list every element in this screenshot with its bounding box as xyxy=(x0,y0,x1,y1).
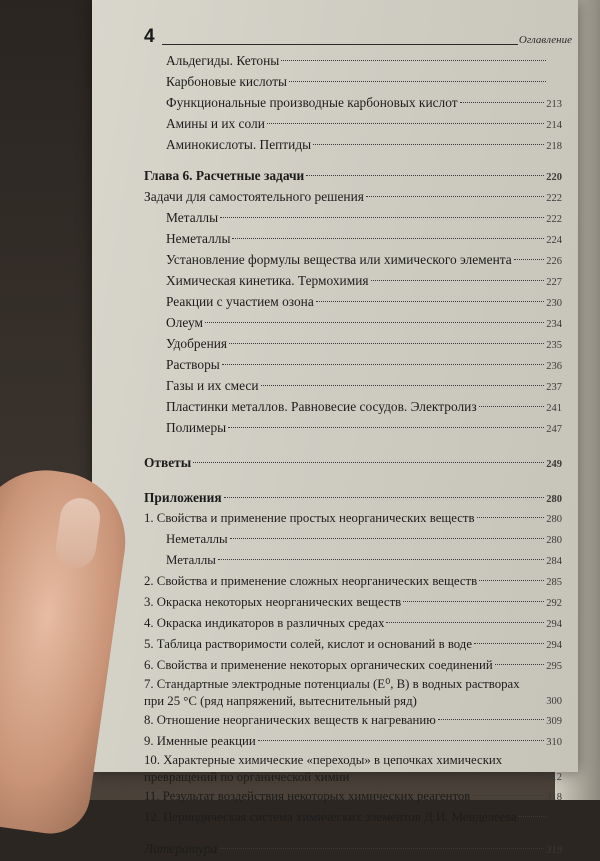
toc-entry xyxy=(144,270,562,291)
toc-page-number: 247 xyxy=(546,424,562,435)
toc-page-number: 222 xyxy=(546,193,562,204)
toc-entry xyxy=(144,417,562,438)
toc-entry xyxy=(144,613,562,634)
toc-entry-label: Неметаллы xyxy=(166,532,228,546)
toc-entry-label: Амины и их соли xyxy=(166,116,265,131)
toc-page-number: 222 xyxy=(546,214,562,225)
appendix-list xyxy=(144,571,562,676)
toc-page-number: 310 xyxy=(546,737,562,748)
toc-entry-label: Карбоновые кислоты xyxy=(166,74,288,89)
toc-entry-label: Металлы xyxy=(166,210,219,225)
toc-entry-label: 8. Отношение неорганических веществ к нагреванию xyxy=(144,713,436,727)
toc-entry-label: Ответы xyxy=(144,455,192,470)
toc-page-number: 280 xyxy=(546,494,562,505)
toc-entry-literature xyxy=(144,838,562,859)
toc-entry-label: Неметаллы xyxy=(166,231,231,246)
leader-dots xyxy=(193,462,544,463)
leader-dots xyxy=(316,301,544,302)
toc-entry-answers xyxy=(144,452,562,473)
leader-dots xyxy=(281,60,546,61)
leader-dots xyxy=(403,601,544,602)
appendix-list-b xyxy=(144,710,562,752)
toc-entry-label xyxy=(144,752,546,786)
table-of-contents xyxy=(144,50,562,859)
toc-entry xyxy=(144,550,562,571)
toc-page-number: 280 xyxy=(546,535,562,546)
leader-dots xyxy=(258,740,545,741)
toc-entry xyxy=(144,571,562,592)
toc-entry-label: 12. Периодическая система химических элементов Д.И. Менделеева xyxy=(144,810,517,824)
toc-entry-line: 7. Стандартные электродные потенциалы (E⁰, В) в водных растворах xyxy=(144,677,520,691)
leader-dots xyxy=(477,517,545,518)
toc-entry-label xyxy=(144,676,546,710)
toc-page-number: 295 xyxy=(546,661,562,672)
leader-dots xyxy=(479,406,545,407)
toc-page-number: 318 xyxy=(546,792,562,803)
toc-entry xyxy=(144,291,562,312)
toc-entry xyxy=(144,634,562,655)
toc-entry-appendices xyxy=(144,487,562,508)
toc-entry xyxy=(144,375,562,396)
toc-entry-label: 2. Свойства и применение сложных неорганических веществ xyxy=(144,574,478,588)
appendix-list-c xyxy=(144,786,562,828)
leader-dots xyxy=(313,144,544,145)
leader-dots xyxy=(229,343,544,344)
toc-entry xyxy=(144,529,562,550)
toc-entry xyxy=(144,333,562,354)
toc-entry-label: Функциональные производные карбоновых кислот xyxy=(166,95,458,110)
toc-entry-line: 10. Характерные химические «переходы» в цепочках химических xyxy=(144,753,503,767)
toc-entry-label: Альдегиды. Кетоны xyxy=(166,53,280,68)
toc-page-number: 284 xyxy=(546,556,562,567)
toc-entry xyxy=(144,113,562,134)
toc-entry xyxy=(144,592,562,613)
appendix-1-list xyxy=(144,529,562,571)
book-page xyxy=(92,0,578,856)
leader-dots xyxy=(289,81,546,82)
toc-entry xyxy=(144,134,562,155)
toc-entry-self-study xyxy=(144,186,562,207)
toc-page-number: 294 xyxy=(546,619,562,630)
page-header xyxy=(144,26,572,50)
leader-dots xyxy=(205,322,544,323)
toc-entry-label: Приложения xyxy=(144,490,222,505)
leader-dots xyxy=(519,816,546,817)
leader-dots xyxy=(479,580,544,581)
toc-entry xyxy=(144,92,562,113)
toc-entry-label: Удобрения xyxy=(166,336,228,351)
toc-page-number: 312 xyxy=(546,772,562,783)
toc-page-number: 280 xyxy=(546,514,562,525)
toc-entry xyxy=(144,807,562,828)
toc-entry-label: Задачи для самостоятельного решения xyxy=(144,189,364,204)
leader-dots xyxy=(232,238,544,239)
toc-entry xyxy=(144,655,562,676)
leader-dots xyxy=(514,259,545,260)
toc-page-number: 235 xyxy=(546,340,562,351)
toc-entry-label: Полимеры xyxy=(166,420,227,435)
toc-entry xyxy=(144,396,562,417)
leader-dots xyxy=(386,622,544,623)
toc-page-number: 237 xyxy=(546,382,562,393)
toc-page-number: 285 xyxy=(546,577,562,588)
leader-dots xyxy=(371,280,545,281)
leader-dots xyxy=(220,217,544,218)
toc-page-number: 227 xyxy=(546,277,562,288)
toc-entry-label: Металлы xyxy=(166,553,216,567)
toc-page-number: 220 xyxy=(546,172,562,183)
toc-entry-label: 11. Результат воздействия некоторых химических реагентов xyxy=(144,789,471,803)
toc-entry xyxy=(144,354,562,375)
toc-page-number: 218 xyxy=(546,141,562,152)
toc-entry-chapter6 xyxy=(144,165,562,186)
toc-entry xyxy=(144,50,562,71)
leader-dots xyxy=(267,123,544,124)
leader-dots xyxy=(366,196,544,197)
self-study-list xyxy=(144,207,562,438)
toc-entry-appendix-10 xyxy=(144,752,562,786)
toc-entry-label: 4. Окраска индикаторов в различных средах xyxy=(144,616,385,630)
toc-entry-label: Глава 6. Расчетные задачи xyxy=(144,168,305,183)
leader-dots xyxy=(306,175,544,176)
toc-entry xyxy=(144,731,562,752)
toc-entry-label: 9. Именные реакции xyxy=(144,734,256,748)
toc-entry-label: 5. Таблица растворимости солей, кислот и оснований в воде xyxy=(144,637,472,651)
toc-page-number: 319 xyxy=(546,845,562,856)
toc-page-number: 213 xyxy=(546,99,562,110)
leader-dots xyxy=(472,795,544,796)
toc-page-number: 226 xyxy=(546,256,562,267)
toc-entry-label: Газы и их смеси xyxy=(166,378,259,393)
toc-entry-label: Олеум xyxy=(166,315,203,330)
toc-page-number: 230 xyxy=(546,298,562,309)
toc-entry-label: Реакции с участием озона xyxy=(166,294,314,309)
toc-entry-label: Установление формулы вещества или химического элемента xyxy=(166,252,512,267)
toc-page-number: 236 xyxy=(546,361,562,372)
toc-entry xyxy=(144,312,562,333)
leader-dots xyxy=(228,427,544,428)
toc-entry-label: Литература xyxy=(144,841,218,856)
toc-entry-label: Пластинки металлов. Равновесие сосудов. Электролиз xyxy=(166,399,477,414)
toc-entry-label: Аминокислоты. Пептиды xyxy=(166,137,312,152)
leader-dots xyxy=(261,385,545,386)
toc-page-number: 241 xyxy=(546,403,562,414)
leader-dots xyxy=(219,848,544,849)
leader-dots xyxy=(495,664,545,665)
toc-entry-line: при 25 °С (ряд напряжений, вытеснительный ряд) xyxy=(144,694,417,708)
toc-entry xyxy=(144,786,562,807)
header-rule xyxy=(162,44,518,45)
toc-page-number: 249 xyxy=(546,459,562,470)
leader-dots xyxy=(438,719,544,720)
leader-dots xyxy=(222,364,544,365)
toc-entry-appendix-7 xyxy=(144,676,562,710)
leader-dots xyxy=(224,497,545,498)
toc-entry-label: 6. Свойства и применение некоторых органических соединений xyxy=(144,658,493,672)
toc-page-number: 294 xyxy=(546,640,562,651)
toc-page-number: 300 xyxy=(546,696,562,707)
toc-page-number: 234 xyxy=(546,319,562,330)
leader-dots xyxy=(218,559,544,560)
toc-entry xyxy=(144,71,562,92)
running-title: Оглавление xyxy=(518,34,572,46)
leader-dots xyxy=(474,643,544,644)
toc-entry xyxy=(144,249,562,270)
toc-entry-label: Химическая кинетика. Термохимия xyxy=(166,273,369,288)
toc-page-number: 309 xyxy=(546,716,562,727)
toc-entry xyxy=(144,228,562,249)
toc-page-number: 292 xyxy=(546,598,562,609)
toc-entry-label: Растворы xyxy=(166,357,220,372)
toc-entry-label: 1. Свойства и применение простых неорганических веществ xyxy=(144,511,475,525)
leader-dots xyxy=(230,538,545,539)
toc-entry-appendix-1 xyxy=(144,508,562,529)
toc-page-number: 224 xyxy=(546,235,562,246)
toc-entry-label: 3. Окраска некоторых неорганических веществ xyxy=(144,595,402,609)
toc-entry xyxy=(144,710,562,731)
page-number: 4 xyxy=(144,26,155,47)
toc-entry-line: превращений по органической химии xyxy=(144,770,350,784)
toc-page-number: 214 xyxy=(546,120,562,131)
toc-entry xyxy=(144,207,562,228)
top-entries-list xyxy=(144,50,562,155)
leader-dots xyxy=(460,102,545,103)
